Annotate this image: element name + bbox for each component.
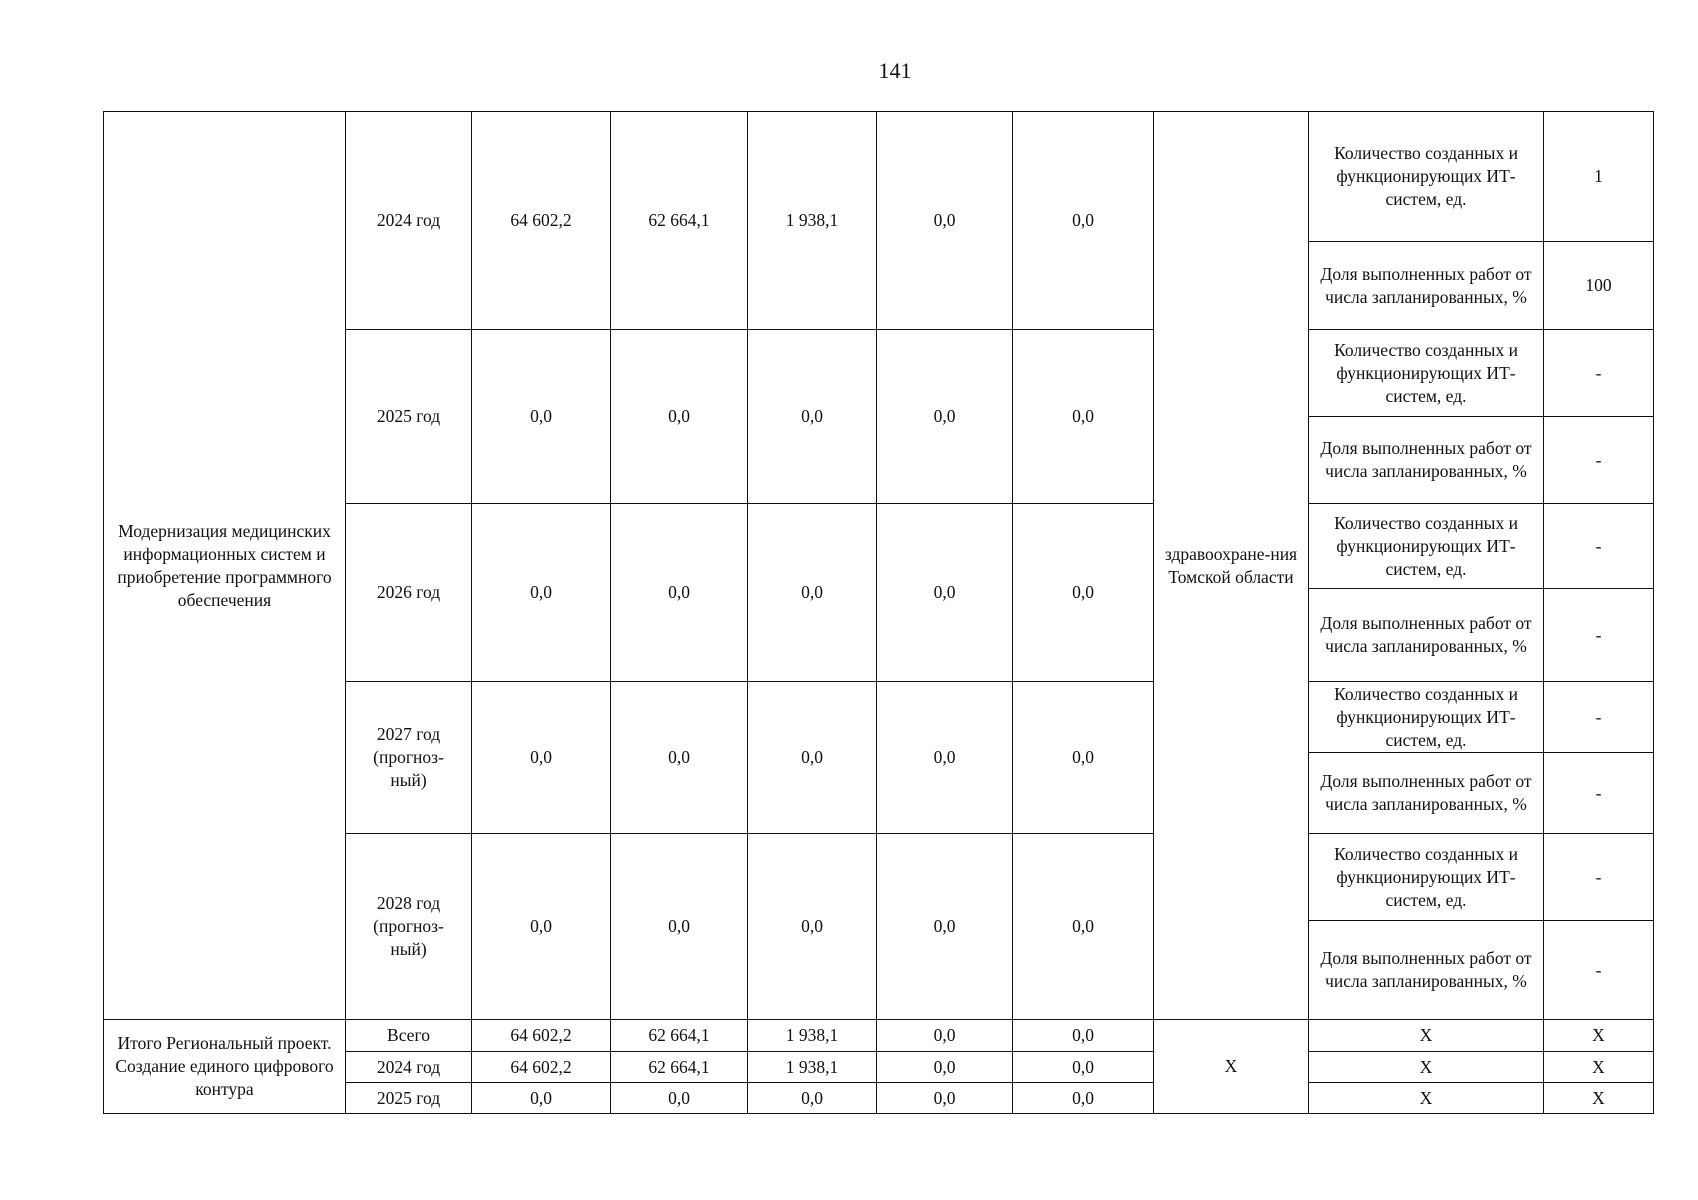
value-cell: 1 938,1 xyxy=(748,112,877,330)
indicator-label: X xyxy=(1309,1052,1544,1083)
value-cell: 0,0 xyxy=(748,330,877,504)
value-cell: 0,0 xyxy=(748,682,877,834)
value-cell: 0,0 xyxy=(877,1020,1013,1052)
value-cell: 0,0 xyxy=(611,504,748,682)
value-cell: 0,0 xyxy=(472,504,611,682)
indicator-label: Доля выполненных работ от числа запланированных, % xyxy=(1309,242,1544,330)
value-cell: 0,0 xyxy=(877,1052,1013,1083)
value-cell: 0,0 xyxy=(472,682,611,834)
indicator-label: Доля выполненных работ от числа запланированных, % xyxy=(1309,589,1544,682)
indicator-label: Доля выполненных работ от числа запланированных, % xyxy=(1309,753,1544,834)
indicator-value: X xyxy=(1544,1020,1654,1052)
indicator-value: - xyxy=(1544,417,1654,504)
value-cell: 0,0 xyxy=(1013,834,1154,1020)
value-cell: 62 664,1 xyxy=(611,1020,748,1052)
indicator-value: - xyxy=(1544,682,1654,753)
value-cell: 0,0 xyxy=(1013,330,1154,504)
indicator-label: Количество созданных и функционирующих ИТ-систем, ед. xyxy=(1309,834,1544,921)
program-table xyxy=(103,111,1654,1114)
indicator-label: X xyxy=(1309,1020,1544,1052)
indicator-value: X xyxy=(1544,1083,1654,1114)
value-cell: 0,0 xyxy=(472,1083,611,1114)
value-cell: 0,0 xyxy=(1013,504,1154,682)
value-cell: 0,0 xyxy=(611,330,748,504)
value-cell: 0,0 xyxy=(1013,682,1154,834)
value-cell: 0,0 xyxy=(748,834,877,1020)
value-cell: 0,0 xyxy=(1013,1052,1154,1083)
value-cell: 0,0 xyxy=(877,1083,1013,1114)
indicator-value: 1 xyxy=(1544,112,1654,242)
value-cell: 0,0 xyxy=(877,682,1013,834)
indicator-value: - xyxy=(1544,834,1654,921)
indicator-label: Количество созданных и функционирующих ИТ-систем, ед. xyxy=(1309,112,1544,242)
year-cell: Всего xyxy=(346,1020,472,1052)
indicator-value: X xyxy=(1544,1052,1654,1083)
year-cell: 2025 год xyxy=(346,1083,472,1114)
year-cell: 2024 год xyxy=(346,1052,472,1083)
total-org: X xyxy=(1154,1020,1309,1114)
year-cell: 2024 год xyxy=(346,112,472,330)
value-cell: 1 938,1 xyxy=(748,1052,877,1083)
year-cell: 2028 год (прогноз-ный) xyxy=(346,834,472,1020)
indicator-label: Количество созданных и функционирующих ИТ-систем, ед. xyxy=(1309,682,1544,753)
indicator-value: - xyxy=(1544,753,1654,834)
indicator-label: Доля выполненных работ от числа запланированных, % xyxy=(1309,921,1544,1020)
value-cell: 0,0 xyxy=(611,834,748,1020)
indicator-value: 100 xyxy=(1544,242,1654,330)
measure-name: Модернизация медицинских информационных систем и приобретение программного обеспечения xyxy=(104,112,346,1020)
value-cell: 64 602,2 xyxy=(472,1052,611,1083)
value-cell: 0,0 xyxy=(748,504,877,682)
value-cell: 64 602,2 xyxy=(472,112,611,330)
year-cell: 2026 год xyxy=(346,504,472,682)
table-row xyxy=(104,1020,1654,1052)
indicator-label: Количество созданных и функционирующих ИТ-систем, ед. xyxy=(1309,330,1544,417)
value-cell: 0,0 xyxy=(611,1083,748,1114)
value-cell: 62 664,1 xyxy=(611,1052,748,1083)
indicator-label: X xyxy=(1309,1083,1544,1114)
page-number: 141 xyxy=(878,58,912,83)
value-cell: 0,0 xyxy=(1013,1020,1154,1052)
value-cell: 0,0 xyxy=(1013,112,1154,330)
indicator-label: Количество созданных и функционирующих ИТ-систем, ед. xyxy=(1309,504,1544,589)
indicator-label: Доля выполненных работ от числа запланированных, % xyxy=(1309,417,1544,504)
indicator-value: - xyxy=(1544,330,1654,417)
value-cell: 0,0 xyxy=(748,1083,877,1114)
indicator-value: - xyxy=(1544,921,1654,1020)
value-cell: 0,0 xyxy=(877,330,1013,504)
value-cell: 0,0 xyxy=(472,834,611,1020)
value-cell: 0,0 xyxy=(472,330,611,504)
value-cell: 62 664,1 xyxy=(611,112,748,330)
year-cell: 2025 год xyxy=(346,330,472,504)
value-cell: 0,0 xyxy=(1013,1083,1154,1114)
responsible-org: здравоохране-ния Томской области xyxy=(1154,112,1309,1020)
value-cell: 0,0 xyxy=(877,834,1013,1020)
value-cell: 0,0 xyxy=(611,682,748,834)
value-cell: 1 938,1 xyxy=(748,1020,877,1052)
year-cell: 2027 год (прогноз-ный) xyxy=(346,682,472,834)
value-cell: 0,0 xyxy=(877,504,1013,682)
value-cell: 0,0 xyxy=(877,112,1013,330)
value-cell: 64 602,2 xyxy=(472,1020,611,1052)
indicator-value: - xyxy=(1544,589,1654,682)
table-row xyxy=(104,112,1654,242)
total-name: Итого Региональный проект. Создание единого цифрового контура xyxy=(104,1020,346,1114)
indicator-value: - xyxy=(1544,504,1654,589)
